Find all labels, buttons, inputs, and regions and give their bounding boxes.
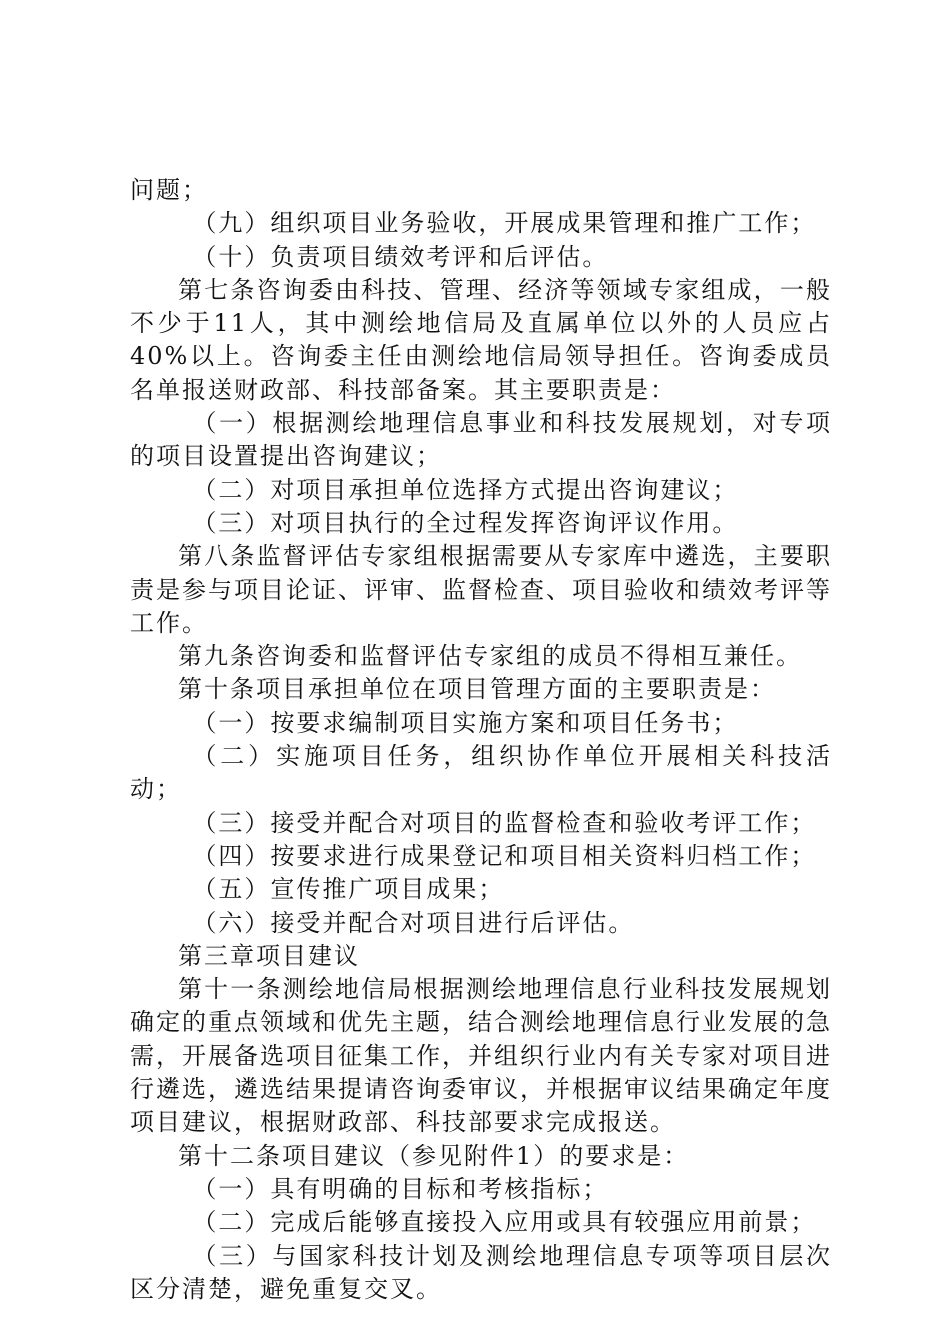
article-paragraph: 第十一条测绘地信局根据测绘地理信息行业科技发展规划确定的重点领域和优先主题，结合测绘地理信息行业发展的急需，开展备选项目征集工作，并组织行业内有关专家对项目进行遴选，遴选结果提请咨询委审议，并根据审议结果确定年度项目建议，根据财政部、科技部要求完成报送。 bbox=[130, 975, 832, 1137]
article-paragraph: 第十二条项目建议（参见附件1）的要求是： bbox=[178, 1141, 690, 1170]
list-item: （十）负责项目绩效考评和后评估。 bbox=[192, 242, 609, 271]
document-body bbox=[130, 174, 832, 1306]
paragraph: 问题； bbox=[130, 176, 208, 204]
list-item: （一）按要求编制项目实施方案和项目任务书； bbox=[192, 708, 739, 737]
list-item: （二）对项目承担单位选择方式提出咨询建议； bbox=[192, 475, 739, 504]
list-item: （六）接受并配合对项目进行后评估。 bbox=[192, 908, 635, 937]
list-item: （二）完成后能够直接投入应用或具有较强应用前景； bbox=[192, 1208, 817, 1237]
list-item: （四）按要求进行成果登记和项目相关资料归档工作； bbox=[192, 841, 817, 870]
list-item: （一）具有明确的目标和考核指标； bbox=[192, 1174, 609, 1203]
list-item: （三）与国家科技计划及测绘地理信息专项等项目层次区分清楚，避免重复交叉。 bbox=[130, 1241, 832, 1303]
article-paragraph: 第九条咨询委和监督评估专家组的成员不得相互兼任。 bbox=[178, 642, 802, 671]
article-paragraph: 第八条监督评估专家组根据需要从专家库中遴选，主要职责是参与项目论证、评审、监督检查、项目验收和绩效考评等工作。 bbox=[130, 542, 832, 637]
list-item: （三）对项目执行的全过程发挥咨询评议作用。 bbox=[192, 508, 739, 537]
list-item: （三）接受并配合对项目的监督检查和验收考评工作； bbox=[192, 808, 817, 837]
list-item: （二）实施项目任务，组织协作单位开展相关科技活动； bbox=[130, 742, 832, 804]
list-item: （五）宣传推广项目成果； bbox=[192, 875, 505, 904]
article-paragraph: 第十条项目承担单位在项目管理方面的主要职责是： bbox=[178, 675, 776, 704]
list-item: （一）根据测绘地理信息事业和科技发展规划，对专项的项目设置提出咨询建议； bbox=[130, 409, 832, 471]
article-paragraph: 第七条咨询委由科技、管理、经济等领域专家组成，一般不少于11人，其中测绘地信局及直属单位以外的人员应占40%以上。咨询委主任由测绘地信局领导担任。咨询委成员名单报送财政部、科技部备案。其主要职责是： bbox=[130, 275, 832, 404]
chapter-heading: 第三章项目建议 bbox=[178, 941, 360, 970]
list-item: （九）组织项目业务验收，开展成果管理和推广工作； bbox=[192, 209, 817, 238]
